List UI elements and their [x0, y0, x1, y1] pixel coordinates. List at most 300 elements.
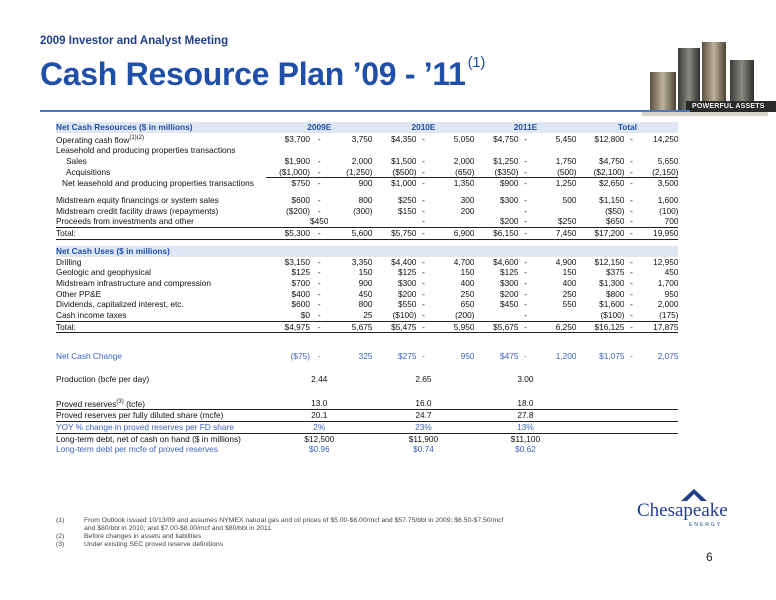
- cell-value: $4,600: [493, 256, 519, 267]
- cell-value: 13.0: [311, 397, 328, 408]
- cell-value: $275: [398, 351, 417, 362]
- cell-value: $550: [398, 299, 417, 310]
- cell-value: 1,750: [555, 155, 577, 166]
- cell-value: $1,900: [284, 155, 310, 166]
- resource-row: [56, 206, 678, 217]
- row-label: Cash income taxes: [56, 310, 127, 321]
- cell-value: 500: [562, 194, 577, 205]
- resources-total-row: [56, 228, 678, 240]
- cell-value: ($500): [372, 167, 416, 178]
- cell-value: [474, 206, 518, 217]
- cell-value: 4,700: [453, 256, 475, 267]
- row-label: Drilling: [56, 256, 82, 267]
- cash-resource-table: [56, 122, 678, 455]
- cell-value: $1,000: [391, 178, 417, 189]
- cell-value: [310, 145, 328, 156]
- resource-row: [56, 216, 678, 227]
- cell-value: -: [416, 167, 430, 178]
- cell-value: $1,150: [599, 194, 625, 205]
- use-row: [56, 278, 678, 289]
- cell-value: -: [422, 277, 425, 288]
- cell-value: 550: [562, 299, 577, 310]
- footnote-text: From Outlook issued 10/13/09 and assumes NYMEX natural gas and oil prices of $5.00-$6.00/mcf and $57.75/bbl in 2009; $6.50-$7.50/mcf: [84, 517, 504, 524]
- cell-value: [624, 145, 638, 156]
- cell-value: -: [524, 178, 527, 189]
- cell-value: [328, 216, 372, 227]
- cell-value: $600: [291, 194, 310, 205]
- cell-value: $0.74: [413, 444, 434, 455]
- cell-value: $1,300: [599, 277, 625, 288]
- cell-value: $6,150: [474, 228, 518, 240]
- cell-value: $700: [291, 277, 310, 288]
- row-label: Leasehold and producing properties transactions: [56, 145, 236, 156]
- cell-value: -: [524, 351, 527, 362]
- logo-word: Chesapeake: [637, 500, 728, 521]
- header-label: Net Cash Resources ($ in millions): [56, 122, 266, 133]
- row-label: Total:: [56, 321, 266, 333]
- cell-value: 400: [562, 277, 577, 288]
- cell-value: 19,950: [638, 228, 678, 240]
- cell-value: 5,950: [430, 321, 474, 333]
- cell-value: (300): [353, 205, 373, 216]
- header-year: 2010E: [372, 122, 474, 133]
- footnote-line: [56, 533, 503, 541]
- cell-value: -: [524, 194, 527, 205]
- cell-value: $12,800: [594, 133, 625, 144]
- cell-value: [474, 145, 518, 156]
- page-title: [40, 56, 485, 93]
- cell-value: $5,750: [372, 228, 416, 240]
- footnote-line: [56, 525, 503, 533]
- cell-value: -: [524, 216, 527, 227]
- chesapeake-logo: [637, 494, 727, 532]
- cell-value: $150: [398, 205, 417, 216]
- cell-value: 3.00: [517, 374, 534, 385]
- cell-value: 400: [460, 277, 475, 288]
- row-label: Sales: [66, 155, 87, 166]
- cell-value: $750: [291, 178, 310, 189]
- header-year: 2011E: [474, 122, 576, 133]
- cell-value: -: [422, 310, 425, 321]
- row-label: Other PP&E: [56, 288, 102, 299]
- cell-value: 450: [664, 267, 679, 278]
- cell-value: -: [317, 299, 321, 310]
- cell-value: $4,350: [391, 133, 417, 144]
- cell-value: (200): [455, 310, 475, 321]
- cell-value: $12,150: [594, 256, 625, 267]
- cell-value: (1,250): [328, 167, 372, 178]
- cell-value: 2.44: [311, 374, 328, 385]
- cell-value: -: [630, 256, 633, 267]
- resource-row: [56, 178, 678, 189]
- cell-value: 5,050: [453, 133, 475, 144]
- resource-row: [56, 145, 678, 156]
- row-label: YOY % change in proved reserves per FD share: [56, 422, 266, 434]
- cell-value: -: [524, 256, 527, 267]
- cell-value: -: [624, 321, 638, 333]
- cell-value: -: [317, 267, 321, 278]
- cell-value: $600: [291, 299, 310, 310]
- cell-value: -: [524, 277, 527, 288]
- cell-value: -: [416, 321, 430, 333]
- footnote-ref: (1)(2): [129, 134, 144, 141]
- cell-value: ($2,100): [576, 167, 624, 178]
- use-row: [56, 289, 678, 300]
- cell-value: $1,500: [391, 155, 417, 166]
- cell-value: 250: [460, 288, 475, 299]
- cell-value: -: [422, 351, 425, 362]
- cell-value: (175): [659, 310, 679, 321]
- lt-debt-row: [56, 433, 678, 444]
- cell-value: ($200): [286, 205, 310, 216]
- cell-value: -: [422, 299, 425, 310]
- net-change-row: [56, 351, 678, 362]
- cell-value: 6,900: [430, 228, 474, 240]
- cell-value: $5,675: [474, 321, 518, 333]
- cell-value: (100): [659, 205, 679, 216]
- cell-value: 150: [358, 267, 373, 278]
- cell-value: [328, 145, 372, 156]
- spacer-row: [56, 362, 678, 374]
- row-label: Midstream infrastructure and compression: [56, 277, 211, 288]
- cell-value: -: [422, 288, 425, 299]
- spacer-cell: [56, 385, 678, 397]
- cell-value: -: [422, 216, 425, 227]
- cell-value: 800: [358, 194, 373, 205]
- cell-value: 2.65: [415, 374, 432, 385]
- row-label: Long-term debt, net of cash on hand ($ in millions): [56, 433, 266, 444]
- empty-cell: [576, 410, 678, 422]
- footnote-ref: (3): [116, 398, 124, 405]
- cell-value: [532, 145, 576, 156]
- cell-value: $0.96: [308, 444, 330, 455]
- cell-value: [372, 216, 416, 227]
- cell-value: 3,750: [351, 133, 373, 144]
- cell-value: $125: [500, 267, 519, 278]
- cell-value: 800: [358, 299, 373, 310]
- footnote-number: (2): [56, 533, 65, 540]
- cell-value: $250: [398, 194, 417, 205]
- row-label: Midstream credit facility draws (repayments): [56, 205, 219, 216]
- footnote-text: Under existing SEC proved reserve definitions: [84, 541, 224, 548]
- cell-value: 14,250: [653, 133, 679, 144]
- cell-value: 20.1: [266, 410, 372, 422]
- cell-value: 950: [664, 288, 679, 299]
- logo-energy: ENERGY: [689, 522, 723, 528]
- cell-value: $450: [500, 299, 519, 310]
- cell-value: 1,700: [657, 277, 679, 288]
- empty-cell: [266, 246, 678, 257]
- meeting-title: 2009 Investor and Analyst Meeting: [40, 35, 229, 47]
- uses-header-row: [56, 246, 678, 257]
- cell-value: 2,075: [657, 351, 679, 362]
- cell-value: 1,250: [555, 178, 577, 189]
- cell-value: [266, 216, 310, 227]
- cell-value: 2,000: [351, 155, 373, 166]
- cell-value: -: [630, 351, 633, 362]
- resource-row: [56, 156, 678, 167]
- row-label: Geologic and geophysical: [56, 267, 152, 278]
- cell-value: 700: [664, 216, 679, 227]
- cell-value: $17,200: [576, 228, 624, 240]
- cell-value: [416, 145, 430, 156]
- row-label: Proceeds from investments and other: [56, 216, 194, 227]
- cell-value: (650): [430, 167, 474, 178]
- cell-value: 1,600: [657, 194, 679, 205]
- row-label: Production (bcfe per day): [56, 374, 150, 385]
- empty-cell: [576, 433, 678, 444]
- spacer-row: [56, 385, 678, 397]
- cell-value: -: [422, 155, 425, 166]
- cell-value: $250: [558, 216, 577, 227]
- cell-value: 7,450: [532, 228, 576, 240]
- cell-value: (2,150): [638, 167, 678, 178]
- cell-value: -: [524, 299, 527, 310]
- cell-value: $4,400: [391, 256, 417, 267]
- cell-value: 5,675: [328, 321, 372, 333]
- uses-total-row: [56, 321, 678, 333]
- cell-value: -: [317, 155, 321, 166]
- cell-value: 13%: [474, 422, 576, 434]
- powerful-assets-banner: [686, 101, 776, 112]
- title-footnote-ref: (1): [467, 54, 486, 71]
- cell-value: -: [422, 194, 425, 205]
- cell-value: -: [317, 288, 321, 299]
- empty-cell: [576, 374, 678, 385]
- cell-value: [518, 145, 532, 156]
- cell-value: -: [630, 267, 633, 278]
- cell-value: -: [524, 310, 527, 321]
- cell-value: 650: [460, 299, 475, 310]
- cell-value: $4,750: [493, 133, 519, 144]
- cell-value: 250: [562, 288, 577, 299]
- cell-value: -: [524, 288, 527, 299]
- cell-value: 900: [358, 178, 373, 189]
- cell-value: $300: [500, 277, 519, 288]
- cell-value: -: [317, 133, 321, 144]
- cell-value: -: [624, 228, 638, 240]
- cell-value: -: [630, 310, 633, 321]
- cell-value: $475: [500, 351, 519, 362]
- cell-value: 5,650: [657, 155, 679, 166]
- cell-value: -: [422, 133, 425, 144]
- cell-value: -: [317, 205, 321, 216]
- cell-value: $450: [310, 216, 329, 227]
- cell-value: $0: [300, 310, 310, 321]
- row-label: Long-term debt per mcfe of proved reserves: [56, 444, 218, 455]
- cell-value: [576, 145, 624, 156]
- cell-value: [430, 216, 474, 227]
- resource-row: [56, 167, 678, 178]
- cell-value: [638, 145, 678, 156]
- use-row: [56, 310, 678, 321]
- cell-value: -: [630, 155, 633, 166]
- cell-value: $200: [500, 288, 519, 299]
- cell-value: -: [630, 194, 633, 205]
- cell-value: $4,750: [599, 155, 625, 166]
- cell-value: $400: [291, 288, 310, 299]
- cell-value: [532, 310, 576, 321]
- cell-value: -: [524, 133, 527, 144]
- cell-value: $125: [398, 267, 417, 278]
- title-text: Cash Resource Plan ’09 - ’11: [40, 56, 466, 92]
- cell-value: -: [422, 267, 425, 278]
- cell-value: ($100): [392, 310, 417, 321]
- cell-value: -: [518, 228, 532, 240]
- cell-value: 16.0: [415, 397, 432, 408]
- empty-cell: [576, 444, 678, 455]
- cell-value: 5,600: [328, 228, 372, 240]
- cell-value: ($50): [605, 205, 625, 216]
- cell-value: -: [317, 351, 321, 362]
- cell-value: -: [310, 321, 328, 333]
- cell-value: [266, 145, 310, 156]
- cell-value: -: [524, 155, 527, 166]
- cell-value: -: [630, 277, 633, 288]
- cell-value: $300: [500, 194, 519, 205]
- cell-value: -: [422, 205, 425, 216]
- cell-value: -: [518, 321, 532, 333]
- use-row: [56, 299, 678, 310]
- row-label: Midstream equity financings or system sales: [56, 194, 219, 205]
- cell-value: 6,250: [532, 321, 576, 333]
- cell-value: -: [630, 205, 633, 216]
- footnote-number: (1): [56, 517, 65, 524]
- cell-value: $11,100: [474, 433, 576, 444]
- cell-value: 4,900: [555, 256, 577, 267]
- cell-value: -: [524, 205, 527, 216]
- cell-value: $12,500: [266, 433, 372, 444]
- resource-row: [56, 133, 678, 145]
- use-row: [56, 267, 678, 278]
- cell-value: 2,000: [453, 155, 475, 166]
- cell-value: -: [524, 267, 527, 278]
- cell-value: $375: [606, 267, 625, 278]
- cell-value: -: [624, 167, 638, 178]
- header-year: Total: [576, 122, 678, 133]
- cell-value: 950: [460, 351, 475, 362]
- banner-text: POWERFUL ASSETS: [692, 103, 765, 110]
- cell-value: $5,475: [372, 321, 416, 333]
- cell-value: ($350): [474, 167, 518, 178]
- cell-value: 5,450: [555, 133, 577, 144]
- footnote-text: and $80/bbl in 2010; and $7.00-$8.00/mcf and $80/bbl in 2011: [84, 525, 271, 532]
- cell-value: [474, 310, 518, 321]
- empty-cell: [576, 397, 678, 410]
- cell-value: $0.62: [515, 444, 536, 455]
- cell-value: $3,700: [284, 133, 310, 144]
- cell-value: 2%: [266, 422, 372, 434]
- cell-value: 325: [358, 351, 373, 362]
- cell-value: $2,650: [599, 178, 625, 189]
- footnote-line: [56, 541, 503, 549]
- proved-reserves-row: [56, 397, 678, 410]
- table-header-row: [56, 122, 678, 133]
- cell-value: -: [310, 228, 328, 240]
- cell-value: -: [317, 310, 321, 321]
- yoy-change-row: [56, 422, 678, 434]
- proved-per-share-row: [56, 410, 678, 422]
- cell-value: 18.0: [517, 397, 534, 408]
- cell-value: 450: [358, 288, 373, 299]
- cell-value: 24.7: [372, 410, 474, 422]
- cell-value: $200: [398, 288, 417, 299]
- cell-value: 23%: [372, 422, 474, 434]
- cell-value: 1,200: [555, 351, 577, 362]
- title-rule: [40, 110, 690, 112]
- lt-debt-mcfe-row: [56, 444, 678, 455]
- cell-value: -: [630, 288, 633, 299]
- cell-value: 17,875: [638, 321, 678, 333]
- cell-value: 27.8: [474, 410, 576, 422]
- row-label: Acquisitions: [66, 166, 111, 177]
- row-label: Proved reserves$^{(3)}$ (tcfe): [56, 398, 145, 409]
- cell-value: 900: [358, 277, 373, 288]
- cell-value: -: [422, 178, 425, 189]
- cell-value: $5,300: [266, 228, 310, 240]
- cell-value: -: [310, 167, 328, 178]
- resource-row: [56, 195, 678, 206]
- row-label: Net Cash Change: [56, 351, 122, 362]
- empty-cell: [576, 422, 678, 434]
- cell-value: -: [630, 216, 633, 227]
- cell-value: -: [317, 178, 321, 189]
- cell-value: $200: [500, 216, 519, 227]
- cell-value: $16,125: [576, 321, 624, 333]
- cell-value: (500): [532, 167, 576, 178]
- cell-value: $1,250: [493, 155, 519, 166]
- footnote-number: (3): [56, 541, 65, 548]
- use-row: [56, 257, 678, 268]
- cell-value: [372, 145, 416, 156]
- cell-value: -: [630, 178, 633, 189]
- cell-value: $800: [606, 288, 625, 299]
- footnotes: [56, 517, 503, 549]
- cell-value: -: [416, 228, 430, 240]
- cell-value: 2,000: [657, 299, 679, 310]
- cell-value: -: [317, 194, 321, 205]
- spacer-row: [56, 333, 678, 346]
- row-label: Total:: [56, 228, 266, 240]
- cell-value: 12,950: [653, 256, 679, 267]
- cell-value: [532, 206, 576, 217]
- cell-value: ($75): [290, 351, 310, 362]
- cell-value: $3,150: [284, 256, 310, 267]
- cell-value: $125: [291, 267, 310, 278]
- cell-value: 300: [460, 194, 475, 205]
- page-number: 6: [706, 550, 713, 564]
- footnote-line: [56, 517, 503, 525]
- cell-value: $900: [500, 178, 519, 189]
- row-label: Proved reserves per fully diluted share (mcfe): [56, 410, 266, 422]
- cell-value: $4,975: [266, 321, 310, 333]
- row-label: Dividends, capitalized interest, etc.: [56, 299, 184, 310]
- production-row: [56, 374, 678, 385]
- cell-value: -: [630, 133, 633, 144]
- cell-value: 1,350: [453, 178, 475, 189]
- cell-value: 25: [363, 310, 373, 321]
- spacer-cell: [56, 362, 678, 374]
- cell-value: -: [630, 299, 633, 310]
- cell-value: $1,600: [599, 299, 625, 310]
- cell-value: -: [317, 277, 321, 288]
- cell-value: $650: [606, 216, 625, 227]
- cell-value: -: [422, 256, 425, 267]
- cell-value: 150: [460, 267, 475, 278]
- cell-value: $1,075: [599, 351, 625, 362]
- cell-value: $11,900: [372, 433, 474, 444]
- cell-value: $300: [398, 277, 417, 288]
